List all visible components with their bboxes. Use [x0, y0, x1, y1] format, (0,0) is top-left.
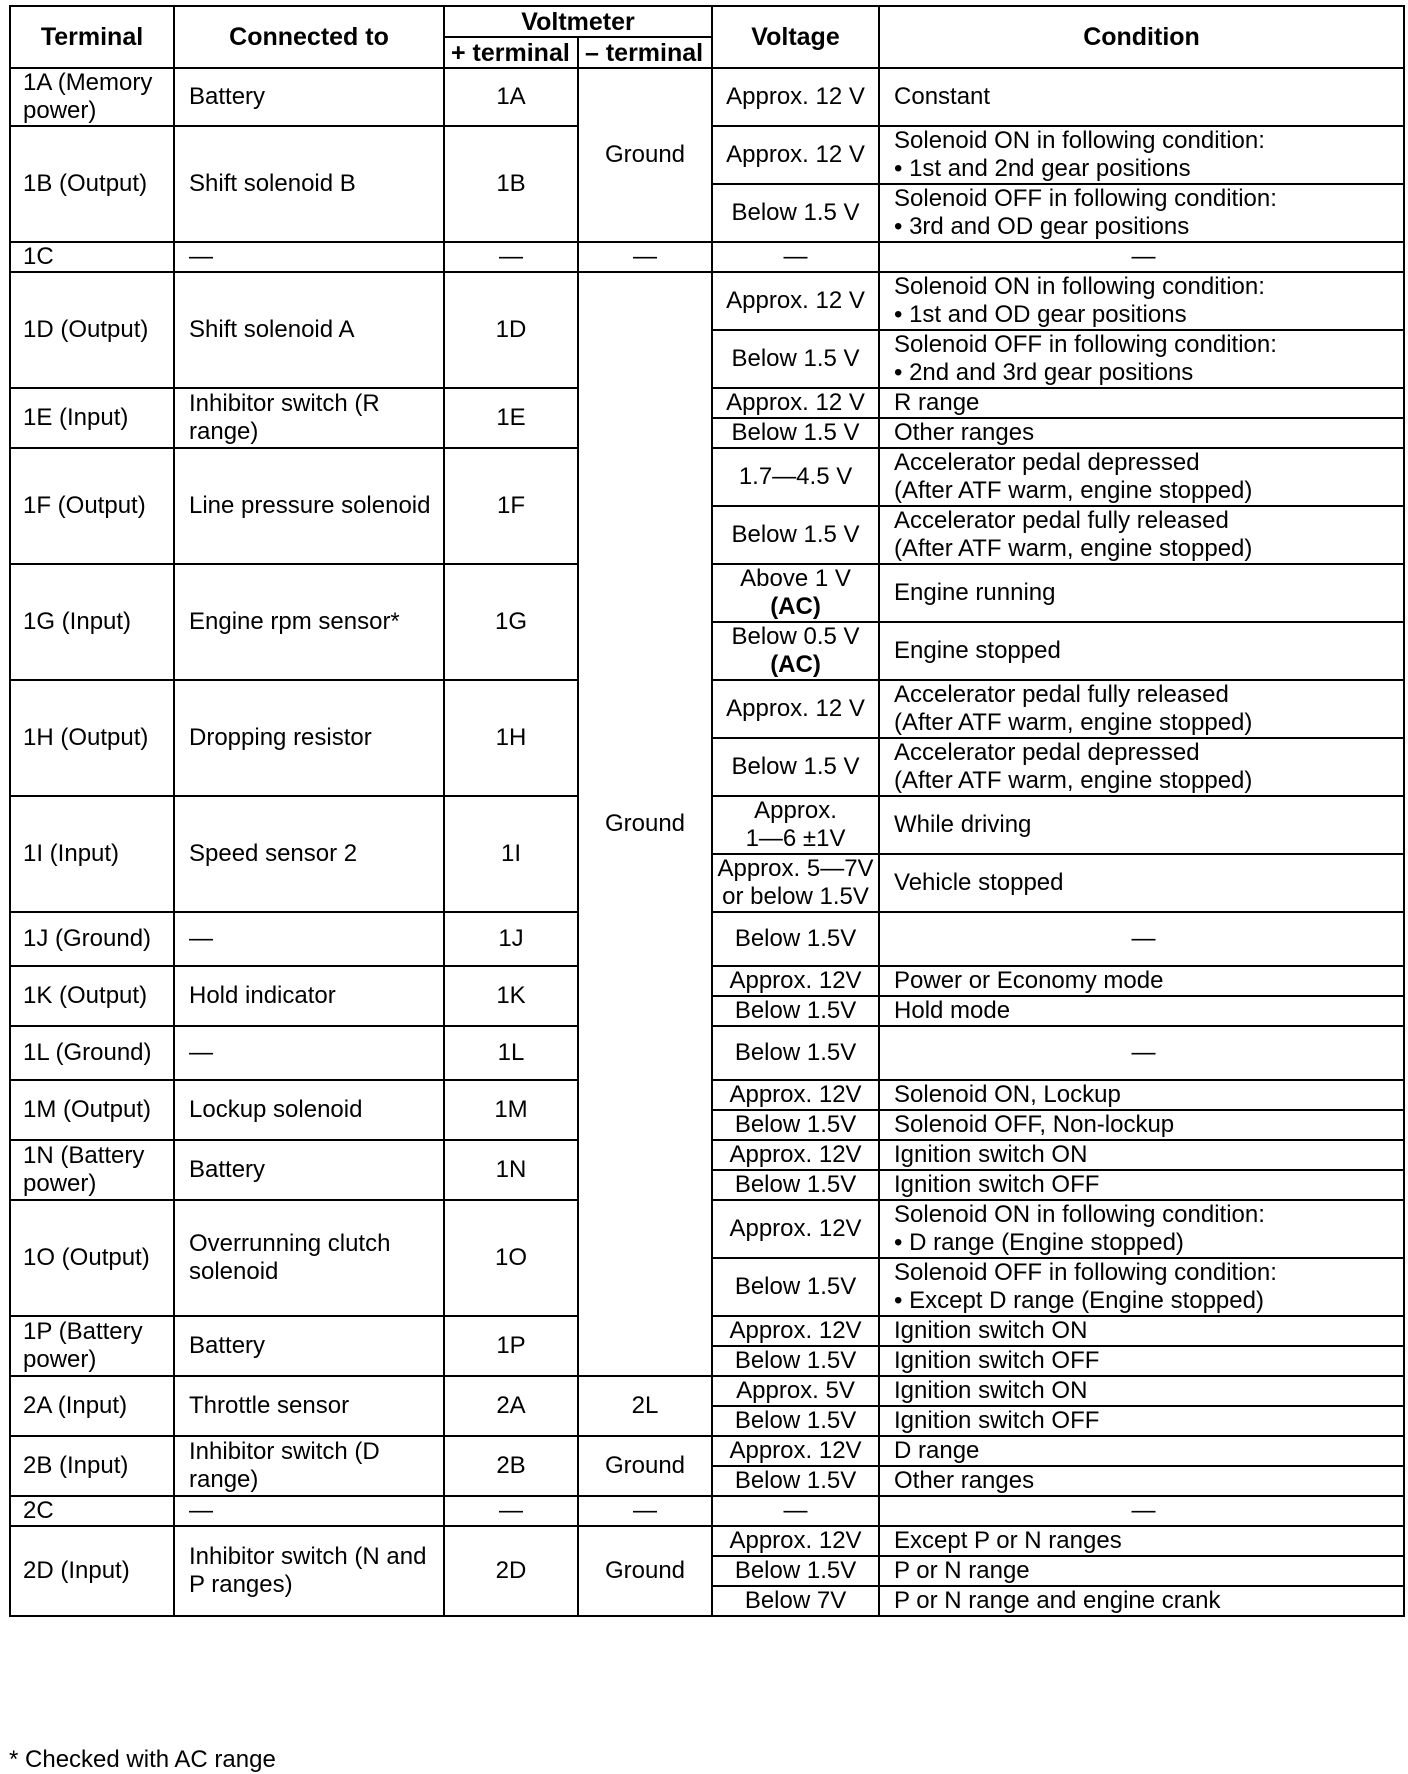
condition-cell — [879, 184, 1404, 242]
condition-line: Solenoid ON in following condition: — [894, 1201, 1265, 1228]
condition-line: Solenoid ON in following condition: — [894, 273, 1265, 300]
minus-terminal-cell: — — [578, 1496, 712, 1526]
condition-cell — [879, 1436, 1404, 1466]
terminal-cell: 2C — [10, 1496, 174, 1526]
voltage-line: or below 1.5V — [722, 883, 869, 910]
voltage-cell — [712, 184, 879, 242]
connected-to-cell: — — [174, 242, 444, 272]
condition-cell — [879, 1466, 1404, 1496]
table-row — [10, 1496, 1404, 1526]
connected-to-cell: Overrunning clutch solenoid — [174, 1200, 444, 1316]
voltage-cell — [712, 1140, 879, 1170]
table-row — [10, 1436, 1404, 1466]
terminal-cell: 1H (Output) — [10, 680, 174, 796]
header-plus-terminal: + terminal — [444, 37, 578, 68]
connected-to-cell: — — [174, 1026, 444, 1080]
condition-line: • 1st and OD gear positions — [894, 301, 1187, 328]
terminal-cell: 1B (Output) — [10, 126, 174, 242]
voltage-cell — [712, 1170, 879, 1200]
condition-cell — [879, 680, 1404, 738]
condition-cell — [879, 796, 1404, 854]
condition-line: — — [1131, 1497, 1156, 1524]
voltage-cell — [712, 1466, 879, 1496]
condition-line: R range — [894, 389, 980, 416]
condition-line: • Except D range (Engine stopped) — [894, 1287, 1264, 1314]
condition-cell — [879, 418, 1404, 448]
voltage-cell — [712, 680, 879, 738]
condition-cell — [879, 1080, 1404, 1110]
voltage-line: Below 7V — [744, 1587, 847, 1614]
condition-cell — [879, 1376, 1404, 1406]
voltage-cell — [712, 418, 879, 448]
voltage-line: Approx. 12 V — [726, 83, 865, 110]
voltage-line: Below 1.5V — [734, 1467, 857, 1494]
connected-to-cell: Line pressure solenoid — [174, 448, 444, 564]
condition-cell — [879, 996, 1404, 1026]
condition-line: Power or Economy mode — [894, 967, 1164, 994]
condition-cell — [879, 272, 1404, 330]
plus-terminal-cell: 1L — [444, 1026, 578, 1080]
condition-line: Ignition switch OFF — [894, 1347, 1100, 1374]
table-row — [10, 1526, 1404, 1556]
plus-terminal-cell: 1K — [444, 966, 578, 1026]
voltage-cell — [712, 1436, 879, 1466]
voltage-cell — [712, 564, 879, 622]
condition-cell — [879, 564, 1404, 622]
plus-terminal-cell: 1N — [444, 1140, 578, 1200]
header-terminal: Terminal — [10, 6, 174, 68]
plus-terminal-cell: 2B — [444, 1436, 578, 1496]
terminal-cell: 1A (Memory power) — [10, 68, 174, 126]
voltage-cell — [712, 68, 879, 126]
voltage-cell — [712, 1026, 879, 1080]
condition-line: • 2nd and 3rd gear positions — [894, 359, 1194, 386]
voltage-cell — [712, 1556, 879, 1586]
terminal-cell: 1G (Input) — [10, 564, 174, 680]
header-condition: Condition — [879, 6, 1404, 68]
terminal-cell: 1K (Output) — [10, 966, 174, 1026]
table-row — [10, 272, 1404, 330]
voltage-line: Below 0.5 V — [731, 623, 860, 650]
condition-line: Ignition switch ON — [894, 1377, 1088, 1404]
voltage-line: Approx. 12V — [729, 1141, 862, 1168]
footnote: * Checked with AC range — [9, 1746, 276, 1773]
condition-line: Solenoid ON in following condition: — [894, 127, 1265, 154]
voltage-cell — [712, 1258, 879, 1316]
voltage-cell — [712, 388, 879, 418]
terminal-cell: 1P (Battery power) — [10, 1316, 174, 1376]
voltage-cell — [712, 738, 879, 796]
condition-cell — [879, 126, 1404, 184]
terminal-cell: 1J (Ground) — [10, 912, 174, 966]
plus-terminal-cell: 1B — [444, 126, 578, 242]
header-voltage: Voltage — [712, 6, 879, 68]
condition-line: Accelerator pedal fully released — [894, 507, 1229, 534]
minus-terminal-cell: — — [578, 242, 712, 272]
condition-line: Ignition switch ON — [894, 1317, 1088, 1344]
header-connected-to: Connected to — [174, 6, 444, 68]
connected-to-cell: Battery — [174, 1316, 444, 1376]
voltage-line: Below 1.5V — [734, 1557, 857, 1584]
condition-cell — [879, 1258, 1404, 1316]
condition-line: While driving — [894, 811, 1032, 838]
minus-terminal-cell: Ground — [578, 1526, 712, 1616]
voltage-cell — [712, 1110, 879, 1140]
voltage-cell — [712, 966, 879, 996]
condition-line: D range — [894, 1437, 980, 1464]
voltage-cell — [712, 448, 879, 506]
voltage-line: Below 1.5V — [734, 1111, 857, 1138]
condition-line: (After ATF warm, engine stopped) — [894, 477, 1253, 504]
connected-to-cell: Inhibitor switch (R range) — [174, 388, 444, 448]
voltage-line: Approx. 12 V — [726, 141, 865, 168]
connected-to-cell: Lockup solenoid — [174, 1080, 444, 1140]
header-voltmeter: Voltmeter — [444, 6, 712, 37]
condition-cell — [879, 1170, 1404, 1200]
voltage-line: Approx. 12V — [729, 1081, 862, 1108]
voltage-line: Approx. 12 V — [726, 287, 865, 314]
condition-line: Engine running — [894, 579, 1056, 606]
condition-line: P or N range — [894, 1557, 1030, 1584]
plus-terminal-cell: 1I — [444, 796, 578, 912]
voltage-cell — [712, 1346, 879, 1376]
condition-line: • 1st and 2nd gear positions — [894, 155, 1191, 182]
plus-terminal-cell: 2A — [444, 1376, 578, 1436]
terminal-cell: 2D (Input) — [10, 1526, 174, 1616]
condition-line: Vehicle stopped — [894, 869, 1064, 896]
plus-terminal-cell: 1H — [444, 680, 578, 796]
voltage-line: Approx. 12V — [729, 1215, 862, 1242]
voltage-line: Approx. — [754, 797, 837, 824]
condition-line: Ignition switch ON — [894, 1141, 1088, 1168]
condition-line: Ignition switch OFF — [894, 1171, 1100, 1198]
voltage-cell — [712, 1316, 879, 1346]
condition-line: (After ATF warm, engine stopped) — [894, 767, 1253, 794]
table-row — [10, 68, 1404, 126]
voltage-cell — [712, 1526, 879, 1556]
condition-cell — [879, 330, 1404, 388]
voltage-line: Below 1.5 V — [731, 753, 860, 780]
voltage-cell — [712, 242, 879, 272]
plus-terminal-cell: 1M — [444, 1080, 578, 1140]
minus-terminal-cell: Ground — [578, 1436, 712, 1496]
condition-cell — [879, 242, 1404, 272]
condition-line: Ignition switch OFF — [894, 1407, 1100, 1434]
voltage-line: Approx. 5V — [736, 1377, 855, 1404]
voltage-ac-note: (AC) — [770, 651, 821, 678]
connected-to-cell: Shift solenoid A — [174, 272, 444, 388]
condition-line: — — [1131, 1039, 1156, 1066]
voltage-cell — [712, 854, 879, 912]
terminal-cell: 2B (Input) — [10, 1436, 174, 1496]
voltage-cell — [712, 1376, 879, 1406]
condition-cell — [879, 1140, 1404, 1170]
condition-line: — — [1131, 925, 1156, 952]
minus-terminal-ground-cell: Ground — [578, 272, 712, 1376]
voltage-line: Below 1.5V — [734, 1407, 857, 1434]
voltage-cell — [712, 1080, 879, 1110]
condition-cell — [879, 1316, 1404, 1346]
voltage-line: Approx. 12 V — [726, 389, 865, 416]
voltage-line: — — [783, 1497, 808, 1524]
plus-terminal-cell: 1E — [444, 388, 578, 448]
condition-cell — [879, 1526, 1404, 1556]
condition-line: Solenoid OFF, Non-lockup — [894, 1111, 1175, 1138]
voltage-line: Below 1.5V — [734, 925, 857, 952]
voltage-line: 1.7—4.5 V — [738, 463, 853, 490]
condition-line: (After ATF warm, engine stopped) — [894, 535, 1253, 562]
plus-terminal-cell: 1P — [444, 1316, 578, 1376]
plus-terminal-cell: 1D — [444, 272, 578, 388]
terminal-cell: 1I (Input) — [10, 796, 174, 912]
plus-terminal-cell: 2D — [444, 1526, 578, 1616]
voltage-cell — [712, 1406, 879, 1436]
voltage-line: Below 1.5 V — [731, 419, 860, 446]
minus-terminal-cell: 2L — [578, 1376, 712, 1436]
terminal-cell: 1D (Output) — [10, 272, 174, 388]
condition-cell — [879, 738, 1404, 796]
condition-line: Other ranges — [894, 1467, 1035, 1494]
terminal-cell: 1L (Ground) — [10, 1026, 174, 1080]
voltage-line: 1—6 ±1V — [745, 825, 846, 852]
minus-terminal-ground-cell: Ground — [578, 68, 712, 242]
condition-cell — [879, 68, 1404, 126]
header-minus-terminal: – terminal — [578, 37, 712, 68]
plus-terminal-cell: 1J — [444, 912, 578, 966]
voltage-line: Below 1.5V — [734, 1273, 857, 1300]
terminal-cell: 1C — [10, 242, 174, 272]
connected-to-cell: Battery — [174, 68, 444, 126]
plus-terminal-cell: 1A — [444, 68, 578, 126]
condition-cell — [879, 1110, 1404, 1140]
terminal-cell: 1N (Battery power) — [10, 1140, 174, 1200]
condition-cell — [879, 854, 1404, 912]
voltage-line: — — [783, 243, 808, 270]
voltage-line: Below 1.5V — [734, 1039, 857, 1066]
voltage-cell — [712, 126, 879, 184]
condition-cell — [879, 622, 1404, 680]
condition-line: • 3rd and OD gear positions — [894, 213, 1190, 240]
connected-to-cell: — — [174, 912, 444, 966]
connected-to-cell: Inhibitor switch (N and P ranges) — [174, 1526, 444, 1616]
voltage-line: Below 1.5V — [734, 1171, 857, 1198]
terminal-cell: 2A (Input) — [10, 1376, 174, 1436]
plus-terminal-cell: 1G — [444, 564, 578, 680]
voltage-line: Approx. 12V — [729, 967, 862, 994]
voltage-cell — [712, 1586, 879, 1616]
condition-cell — [879, 388, 1404, 418]
voltage-cell — [712, 506, 879, 564]
table-body — [10, 68, 1404, 1616]
connected-to-cell: Engine rpm sensor* — [174, 564, 444, 680]
condition-cell — [879, 1406, 1404, 1436]
connected-to-cell: Throttle sensor — [174, 1376, 444, 1436]
condition-line: Solenoid OFF in following condition: — [894, 331, 1277, 358]
condition-line: • D range (Engine stopped) — [894, 1229, 1184, 1256]
condition-line: Except P or N ranges — [894, 1527, 1122, 1554]
voltage-cell — [712, 996, 879, 1026]
table-header — [10, 6, 1404, 68]
condition-line: — — [1131, 243, 1156, 270]
connected-to-cell: — — [174, 1496, 444, 1526]
voltage-line: Approx. 12V — [729, 1527, 862, 1554]
condition-cell — [879, 506, 1404, 564]
voltage-cell — [712, 1496, 879, 1526]
condition-line: Accelerator pedal depressed — [894, 449, 1200, 476]
plus-terminal-cell: 1O — [444, 1200, 578, 1316]
condition-cell — [879, 1586, 1404, 1616]
terminal-cell: 1F (Output) — [10, 448, 174, 564]
condition-cell — [879, 966, 1404, 996]
condition-line: P or N range and engine crank — [894, 1587, 1221, 1614]
condition-cell — [879, 448, 1404, 506]
connected-to-cell: Shift solenoid B — [174, 126, 444, 242]
condition-cell — [879, 1496, 1404, 1526]
terminal-cell: 1M (Output) — [10, 1080, 174, 1140]
voltage-line: Below 1.5 V — [731, 521, 860, 548]
terminal-cell: 1O (Output) — [10, 1200, 174, 1316]
condition-line: Accelerator pedal depressed — [894, 739, 1200, 766]
voltage-line: Approx. 12V — [729, 1317, 862, 1344]
condition-line: Solenoid OFF in following condition: — [894, 1259, 1277, 1286]
voltage-line: Approx. 12V — [729, 1437, 862, 1464]
connected-to-cell: Inhibitor switch (D range) — [174, 1436, 444, 1496]
condition-line: Hold mode — [894, 997, 1011, 1024]
plus-terminal-cell: — — [444, 242, 578, 272]
condition-line: (After ATF warm, engine stopped) — [894, 709, 1253, 736]
plus-terminal-cell: 1F — [444, 448, 578, 564]
voltage-line: Below 1.5 V — [731, 199, 860, 226]
condition-line: Solenoid ON, Lockup — [894, 1081, 1121, 1108]
voltage-cell — [712, 272, 879, 330]
terminal-cell: 1E (Input) — [10, 388, 174, 448]
terminal-voltage-table-sheet — [9, 5, 1403, 1617]
voltage-line: Below 1.5 V — [731, 345, 860, 372]
voltage-cell — [712, 1200, 879, 1258]
condition-cell — [879, 1200, 1404, 1258]
condition-line: Constant — [894, 83, 991, 110]
voltage-cell — [712, 796, 879, 854]
voltage-line: Below 1.5V — [734, 997, 857, 1024]
condition-line: Other ranges — [894, 419, 1035, 446]
table-row — [10, 242, 1404, 272]
voltage-cell — [712, 330, 879, 388]
condition-cell — [879, 1346, 1404, 1376]
condition-line: Solenoid OFF in following condition: — [894, 185, 1277, 212]
connected-to-cell: Dropping resistor — [174, 680, 444, 796]
voltage-line: Below 1.5V — [734, 1347, 857, 1374]
connected-to-cell: Battery — [174, 1140, 444, 1200]
condition-line: Accelerator pedal fully released — [894, 681, 1229, 708]
terminal-voltage-table — [9, 5, 1405, 1617]
voltage-line: Approx. 12 V — [726, 695, 865, 722]
table-row — [10, 1376, 1404, 1406]
voltage-cell — [712, 912, 879, 966]
condition-cell — [879, 912, 1404, 966]
condition-cell — [879, 1026, 1404, 1080]
voltage-line: Above 1 V — [740, 565, 851, 592]
condition-line: Engine stopped — [894, 637, 1061, 664]
connected-to-cell: Speed sensor 2 — [174, 796, 444, 912]
voltage-cell — [712, 622, 879, 680]
condition-cell — [879, 1556, 1404, 1586]
connected-to-cell: Hold indicator — [174, 966, 444, 1026]
voltage-line: Approx. 5—7V — [717, 855, 874, 882]
plus-terminal-cell: — — [444, 1496, 578, 1526]
voltage-ac-note: (AC) — [770, 593, 821, 620]
